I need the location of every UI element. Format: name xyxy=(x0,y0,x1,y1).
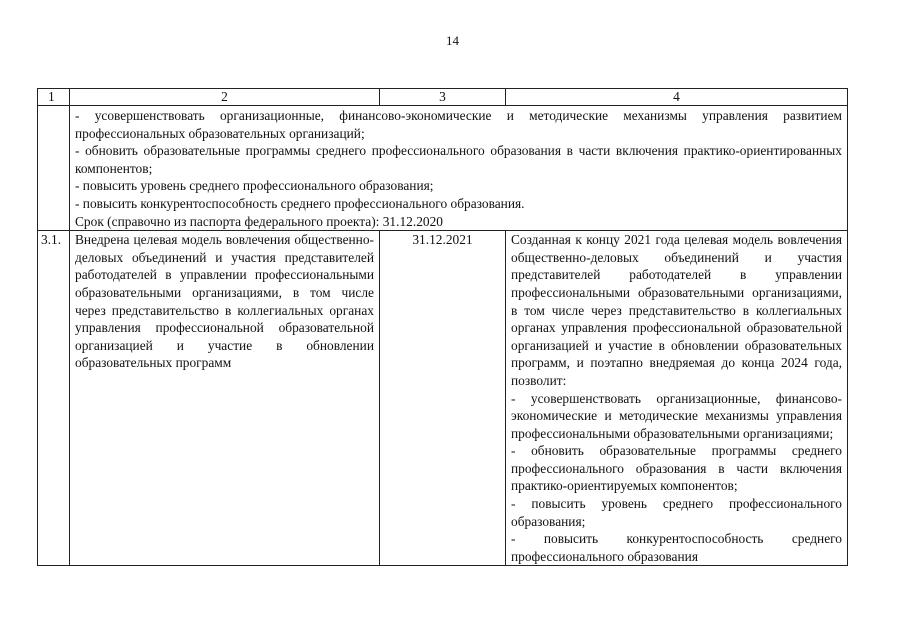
document-table xyxy=(37,88,848,566)
section-deadline: Срок (справочно из паспорта федерального проекта): 31.12.2020 xyxy=(75,213,443,229)
header-col-2: 2 xyxy=(70,89,380,106)
description-item: - повысить уровень среднего профессионального образования; xyxy=(511,496,842,529)
header-col-3: 3 xyxy=(380,89,506,106)
header-col-4: 4 xyxy=(506,89,848,106)
section-empty-cell xyxy=(38,106,70,231)
description-paragraph: Созданная к концу 2021 года целевая модель вовлечения общественно-деловых объединений и участия представителей работодателей в управлении профессиональными образовательными организациями, в том числе через представительство в коллегиальных органах управления профессиональной образовательной организацией и участие в обновлении образовательных программ, и поэтапно внедряемая до конца 2024 года, позволит: xyxy=(511,232,842,388)
table-row xyxy=(38,231,848,566)
header-row xyxy=(38,89,848,106)
row-date: 31.12.2021 xyxy=(380,231,506,566)
description-item: - повысить конкурентоспособность среднего профессионального образования xyxy=(511,531,842,564)
section-goal-line: - повысить уровень среднего профессионального образования; xyxy=(75,178,434,194)
description-item: - усовершенствовать организационные, финансово-экономические и методические механизмы управления профессиональными образовательными организациями; xyxy=(511,390,842,441)
row-description xyxy=(506,231,848,566)
description-item: - обновить образовательные программы среднего профессионального образования в части включения практико-ориентируемых компонентов; xyxy=(511,443,842,494)
section-goal-line: - усовершенствовать организационные, финансово-экономические и методические механизмы управления развитием профессиональных образовательных организаций; xyxy=(75,108,842,141)
section-row xyxy=(38,106,848,231)
section-goal-line: - обновить образовательные программы среднего профессионального образования в части включения практико-ориентированных компонентов; xyxy=(75,143,842,176)
header-col-1: 1 xyxy=(38,89,70,106)
row-result: Внедрена целевая модель вовлечения общественно-деловых объединений и участия представителей работодателей в управлении профессиональными образовательными организациями, в том числе через представительство в коллегиальных органах управления профессиональной образовательной организацией и участие в обновлении образовательных программ xyxy=(70,231,380,566)
row-number: 3.1. xyxy=(38,231,70,566)
section-goals-cell xyxy=(70,106,848,231)
section-goal-line: - повысить конкурентоспособность среднего профессионального образования. xyxy=(75,195,525,211)
page-number: 14 xyxy=(446,33,459,48)
